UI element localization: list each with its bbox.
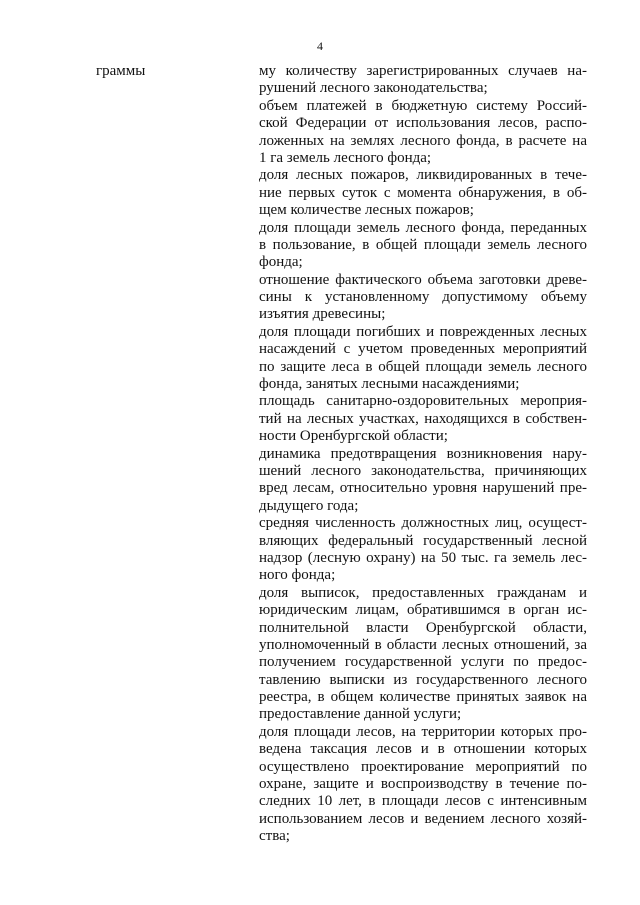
left-column-term: граммы — [96, 63, 146, 79]
text-line: тавлению выписки из государственного лесного — [259, 671, 587, 688]
text-line: фонда; — [259, 254, 303, 271]
text-line: тий на лесных участках, находящихся в собствен- — [259, 410, 587, 427]
text-line: ние первых суток с момента обнаружения, в об- — [259, 184, 587, 201]
text-line: юридическим лицам, обратившимся в орган ис- — [259, 602, 587, 619]
text-line: следних 10 лет, в площади лесов с интенсивным — [259, 793, 587, 810]
text-line: охране, защите и воспроизводству в течение по- — [259, 776, 587, 793]
text-line: площадь санитарно-оздоровительных мероприя- — [259, 393, 587, 410]
text-line: получением государственной услуги по предос- — [259, 654, 587, 671]
text-line: ства; — [259, 828, 290, 845]
text-line: рушений лесного законодательства; — [259, 80, 488, 97]
text-line: щем количестве лесных пожаров; — [259, 202, 474, 219]
text-line: по защите леса в общей площади земель лесного — [259, 358, 587, 375]
text-line: дыдущего года; — [259, 497, 359, 514]
text-line: надзор (лесную охрану) на 50 тыс. га земель лес- — [259, 549, 587, 566]
text-line: доля площади погибших и поврежденных лесных — [259, 323, 587, 340]
text-line: динамика предотвращения возникновения нару- — [259, 445, 587, 462]
text-line: осуществлено проектирование мероприятий по — [259, 758, 587, 775]
text-line: отношение фактического объема заготовки древе- — [259, 271, 587, 288]
text-line: уполномоченный в области лесных отношений, за — [259, 636, 587, 653]
text-line: предоставление данной услуги; — [259, 706, 462, 723]
text-line: объем платежей в бюджетную систему Россий- — [259, 97, 587, 114]
text-line: средняя численность должностных лиц, осущест- — [259, 515, 587, 532]
text-line: ного фонда; — [259, 567, 336, 584]
text-line: в пользование, в общей площади земель лесного — [259, 236, 587, 253]
text-line: му количеству зарегистрированных случаев на- — [259, 63, 587, 79]
text-line: вред лесам, относительно уровня нарушений пре- — [259, 480, 587, 497]
text-line: доля выписок, предоставленных гражданам и — [259, 584, 587, 601]
text-line: изъятия древесины; — [259, 306, 386, 323]
text-line: шений лесного законодательства, причиняющих — [259, 462, 587, 479]
page-number: 4 — [317, 39, 323, 53]
text-line: сины к установленному допустимому объему — [259, 289, 587, 306]
text-line: ской Федерации от использования лесов, распо- — [259, 115, 587, 132]
text-line: 1 га земель лесного фонда; — [259, 149, 432, 166]
text-line: доля площади лесов, на территории которых про- — [259, 723, 587, 740]
text-line: ведена таксация лесов и в отношении которых — [259, 741, 587, 758]
text-line: насаждений с учетом проведенных мероприятий — [259, 341, 587, 358]
text-line: полнительной власти Оренбургской области, — [259, 619, 587, 636]
indicator-list — [259, 63, 587, 846]
text-line: использованием лесов и ведением лесного хозяй- — [259, 810, 587, 827]
text-line: реестра, в общем количестве принятых заявок на — [259, 689, 587, 706]
text-line: ложенных на землях лесного фонда, в расчете на — [259, 132, 587, 149]
text-line: фонда, занятых лесными насаждениями; — [259, 376, 520, 393]
text-line: доля лесных пожаров, ликвидированных в тече- — [259, 167, 587, 184]
text-line: доля площади земель лесного фонда, переданных — [259, 219, 587, 236]
text-line: ности Оренбургской области; — [259, 428, 448, 445]
text-line: вляющих федеральный государственный лесной — [259, 532, 587, 549]
